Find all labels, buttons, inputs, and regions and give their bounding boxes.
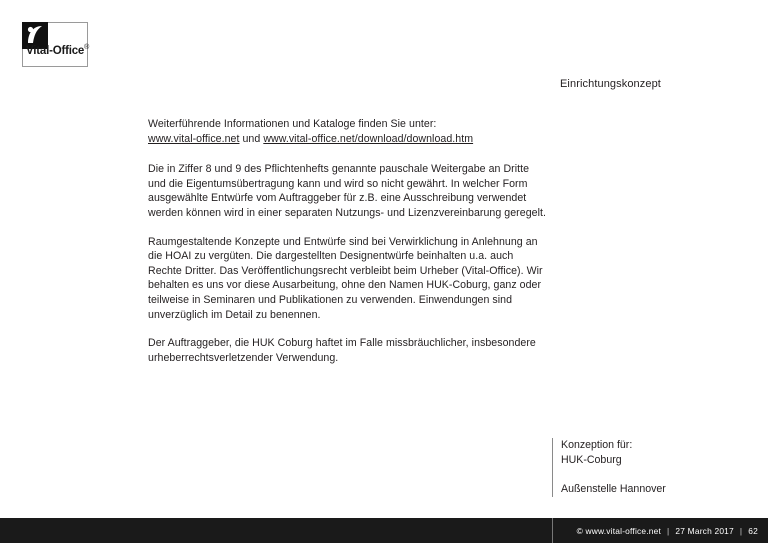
logo-registered-mark: ® [84,44,90,51]
client-info-block [552,438,752,497]
link-vital-office-download[interactable]: www.vital-office.net/download/download.htm [263,132,474,145]
body-text-column [148,117,548,365]
footer-bar-content [577,518,758,543]
client-info-name: HUK-Coburg [561,454,622,466]
footer-bar [0,518,768,543]
paragraph-rights-transfer: Die in Ziffer 8 und 9 des Pflichtenhefts genannte pauschale Weitergabe an Dritte und die Eigentumsübertragung kann und wird so nicht gewährt. In welcher Form ausgewählte Entwürfe vom Auftraggeber für z.B. eine Ausschreibung verwendet werden können wird in einer separaten Nutzungs- und Lizenzvereinbarung geregelt. [148,163,546,219]
footer-page-number: 62 [748,525,758,536]
client-info-location: Außenstelle Hannover [561,483,666,495]
footer-separator-1: | [667,525,670,536]
footer-bar-divider [552,518,553,543]
client-info-label: Konzeption für: [561,439,633,451]
paragraph-liability: Der Auftraggeber, die HUK Coburg haftet im Falle missbräuchlicher, insbesondere urheberrechtsverletzender Verwendung. [148,337,536,364]
link-vital-office-home[interactable]: www.vital-office.net [148,132,240,145]
page-title: Einrichtungskonzept [560,78,661,90]
paragraph-design-concepts: Raumgestaltende Konzepte und Entwürfe sind bei Verwirklichung in Anlehnung an die HOAI zu vergüten. Die dargestellten Designentwürfe beinhalten u.a. auch Rechte Dritter. Das Veröffentlichungsrecht verbleibt beim Urheber (Vital-Office). Wir behalten es uns vor diese Ausarbeitung, ohne den Namen HUK-Coburg, ganz oder teilweise in Seminaren und Publikationen zu verwenden. Einwendungen sind unverzüglich im Detail zu benennen. [148,235,543,321]
footer-separator-2: | [739,525,743,536]
client-info-spacer [561,468,752,482]
logo-wordmark-text: Vital-Office [26,44,85,57]
logo-wordmark [26,44,89,57]
link-conjunction: und [242,132,261,145]
footer-date: 27 March 2017 [675,525,734,536]
footer-copyright: © www.vital-office.net [576,525,662,536]
paragraph-links-intro: Weiterführende Informationen und Kataloge finden Sie unter: [148,118,437,130]
paragraph-links [148,117,548,146]
